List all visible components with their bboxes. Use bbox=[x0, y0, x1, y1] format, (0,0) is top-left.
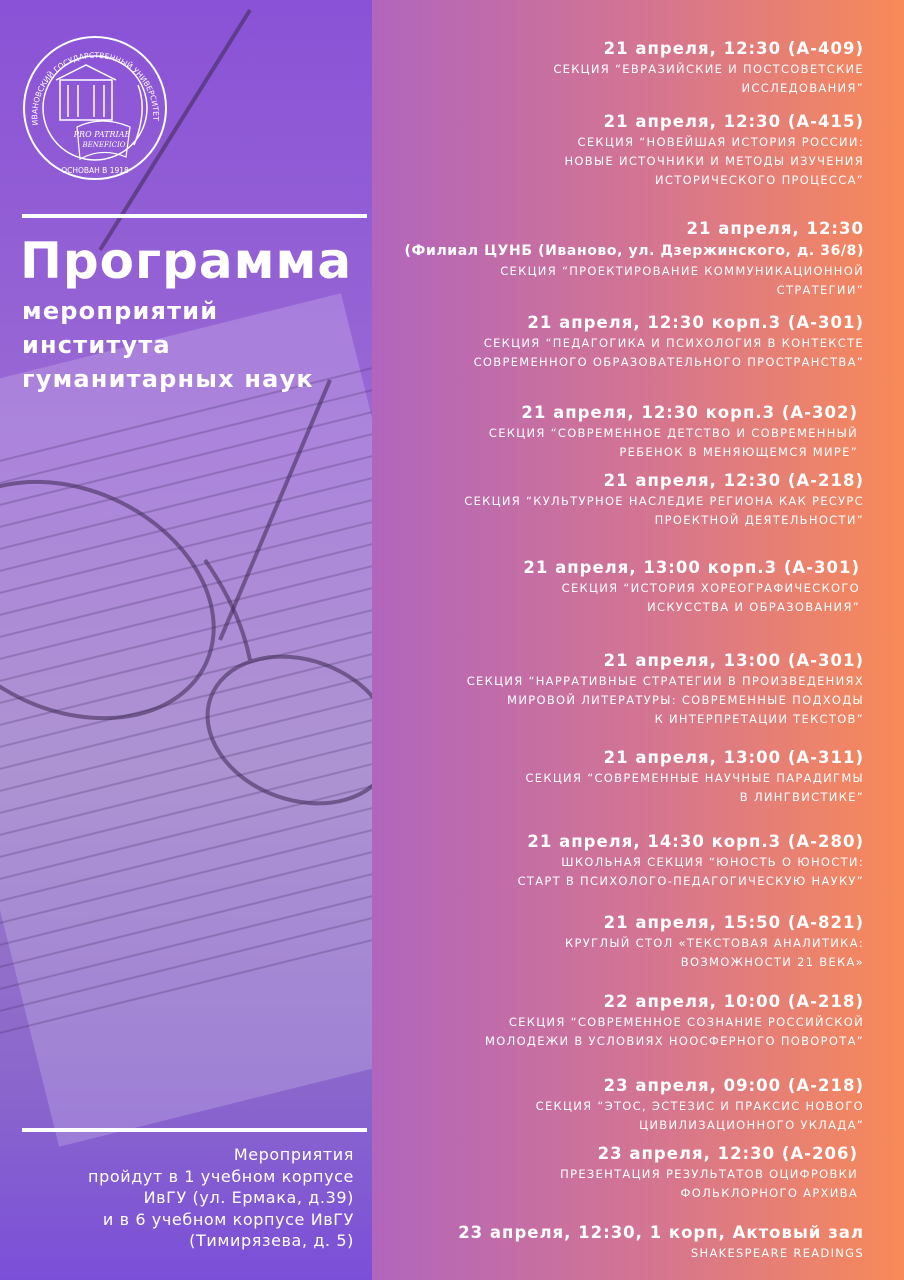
event-heading: 21 апреля, 12:30 (А-218) bbox=[603, 471, 864, 490]
event-item bbox=[553, 38, 864, 98]
venue-note-line: пройдут в 1 учебном корпусе bbox=[88, 1166, 354, 1186]
event-line: МОЛОДЕЖИ В УСЛОВИЯХ НООСФЕРНОГО ПОВОРОТА” bbox=[485, 1034, 864, 1048]
event-line: ПРОЕКТНОЙ ДЕЯТЕЛЬНОСТИ” bbox=[654, 513, 864, 527]
event-line: СЕКЦИЯ “ЭТОС, ЭСТЕЗИС И ПРАКСИС НОВОГО bbox=[535, 1099, 864, 1113]
event-line: СЕКЦИЯ “КУЛЬТУРНОЕ НАСЛЕДИЕ РЕГИОНА КАК РЕСУРС bbox=[464, 494, 864, 508]
glasses-image bbox=[0, 0, 372, 1280]
page-title: Программа bbox=[20, 232, 353, 290]
event-line: СЕКЦИЯ “ЕВРАЗИЙСКИЕ И ПОСТСОВЕТСКИЕ bbox=[553, 62, 864, 76]
event-item bbox=[518, 831, 864, 891]
event-line: КРУГЛЫЙ СТОЛ «ТЕКСТОВАЯ АНАЛИТИКА: bbox=[565, 936, 864, 950]
event-item bbox=[536, 1075, 864, 1135]
subtitle-line: института bbox=[22, 331, 171, 359]
event-line: ИСКУССТВА И ОБРАЗОВАНИЯ” bbox=[647, 600, 860, 614]
venue-note bbox=[20, 1144, 354, 1252]
event-line: СЕКЦИЯ “ИСТОРИЯ ХОРЕОГРАФИЧЕСКОГО bbox=[561, 581, 860, 595]
logo-motto-line2: BENEFICIO bbox=[82, 141, 126, 149]
event-item bbox=[564, 111, 864, 190]
event-line: РЕБЕНОК В МЕНЯЮЩЕМСЯ МИРЕ” bbox=[619, 445, 858, 459]
event-heading: 23 апреля, 12:30 (А-206) bbox=[597, 1144, 858, 1163]
event-heading: 21 апреля, 12:30 (А-415) bbox=[603, 112, 864, 131]
event-item bbox=[485, 991, 864, 1051]
event-line: ИССЛЕДОВАНИЯ” bbox=[741, 81, 864, 95]
event-heading: 21 апреля, 14:30 корп.3 (А-280) bbox=[527, 832, 864, 851]
event-heading: 21 апреля, 12:30 корп.3 (А-301) bbox=[527, 313, 864, 332]
left-panel bbox=[0, 0, 372, 1280]
event-item bbox=[464, 470, 864, 530]
event-line: SHAKESPEARE READINGS bbox=[690, 1246, 864, 1260]
event-item bbox=[474, 312, 864, 372]
event-item bbox=[489, 402, 858, 462]
venue-note-line: (Тимирязева, д. 5) bbox=[189, 1231, 354, 1250]
event-heading: 21 апреля, 13:00 корп.3 (А-301) bbox=[523, 558, 860, 577]
subtitle-line: гуманитарных наук bbox=[22, 365, 314, 393]
event-line: ВОЗМОЖНОСТИ 21 ВЕКА» bbox=[680, 955, 864, 969]
logo-motto-line1: PRO PATRIAE bbox=[73, 130, 131, 139]
logo-ring-text: ИВАНОВСКИЙ ГОСУДАРСТВЕННЫЙ УНИВЕРСИТЕТ bbox=[30, 50, 161, 126]
event-line: ЦИВИЛИЗАЦИОННОГО УКЛАДА” bbox=[639, 1118, 864, 1132]
event-heading: 21 апреля, 13:00 (А-311) bbox=[603, 748, 864, 767]
event-line: ФОЛЬКЛОРНОГО АРХИВА bbox=[680, 1186, 858, 1200]
venue-note-line: ИвГУ (ул. Ермака, д.39) bbox=[143, 1188, 354, 1207]
venue-note-line: Мероприятия bbox=[233, 1145, 354, 1164]
event-heading: 23 апреля, 09:00 (А-218) bbox=[603, 1076, 864, 1095]
event-heading: 21 апреля, 12:30 корп.3 (А-302) bbox=[521, 403, 858, 422]
event-line: ШКОЛЬНАЯ СЕКЦИЯ “ЮНОСТЬ О ЮНОСТИ: bbox=[561, 855, 864, 869]
subtitle-line: мероприятий bbox=[22, 297, 219, 325]
footer-divider bbox=[22, 1128, 367, 1132]
event-line: НОВЫЕ ИСТОЧНИКИ И МЕТОДЫ ИЗУЧЕНИЯ bbox=[564, 154, 864, 168]
event-heading: 21 апреля, 12:30 bbox=[686, 219, 864, 238]
event-line: СТРАТЕГИИ” bbox=[776, 283, 864, 297]
title-divider-top bbox=[22, 214, 367, 218]
venue-note-line: и в 6 учебном корпусе ИвГУ bbox=[102, 1209, 354, 1229]
event-line: СТАРТ В ПСИХОЛОГО-ПЕДАГОГИЧЕСКУЮ НАУКУ” bbox=[517, 874, 864, 888]
event-item bbox=[560, 1143, 858, 1203]
event-line: СЕКЦИЯ “СОВРЕМЕННЫЕ НАУЧНЫЕ ПАРАДИГМЫ bbox=[525, 771, 864, 785]
logo-founded: ОСНОВАН В 1918 bbox=[61, 166, 129, 175]
event-item bbox=[525, 747, 864, 807]
event-heading: 23 апреля, 12:30, 1 корп, Актовый зал bbox=[458, 1223, 864, 1242]
event-line: СЕКЦИЯ “СОВРЕМЕННОЕ СОЗНАНИЕ РОССИЙСКОЙ bbox=[508, 1015, 864, 1029]
event-line: СЕКЦИЯ “ПРОЕКТИРОВАНИЕ КОММУНИКАЦИОННОЙ bbox=[500, 264, 864, 278]
event-heading: 21 апреля, 13:00 (А-301) bbox=[603, 651, 864, 670]
event-item bbox=[467, 650, 864, 729]
event-line: К ИНТЕРПРЕТАЦИИ ТЕКСТОВ” bbox=[654, 712, 864, 726]
event-heading: 21 апреля, 15:50 (А-821) bbox=[603, 913, 864, 932]
event-line: В ЛИНГВИСТИКЕ” bbox=[739, 790, 864, 804]
event-heading: 22 апреля, 10:00 (А-218) bbox=[603, 992, 864, 1011]
event-heading: 21 апреля, 12:30 (А-409) bbox=[603, 39, 864, 58]
event-line: МИРОВОЙ ЛИТЕРАТУРЫ: СОВРЕМЕННЫЕ ПОДХОДЫ bbox=[507, 693, 864, 707]
event-item bbox=[523, 557, 860, 617]
event-line: СЕКЦИЯ “НОВЕЙШАЯ ИСТОРИЯ РОССИИ: bbox=[577, 135, 864, 149]
event-line: ИСТОРИЧЕСКОГО ПРОЦЕССА” bbox=[655, 173, 864, 187]
event-line: СЕКЦИЯ “НАРРАТИВНЫЕ СТРАТЕГИИ В ПРОИЗВЕДЕНИЯХ bbox=[466, 674, 864, 688]
university-logo bbox=[22, 35, 168, 181]
event-line: СЕКЦИЯ “ПЕДАГОГИКА И ПСИХОЛОГИЯ В КОНТЕКСТЕ bbox=[483, 336, 864, 350]
event-item bbox=[565, 912, 864, 972]
page-subtitle bbox=[22, 294, 314, 396]
event-line: СЕКЦИЯ “СОВРЕМЕННОЕ ДЕТСТВО И СОВРЕМЕННЫЙ bbox=[488, 426, 858, 440]
event-line: ПРЕЗЕНТАЦИЯ РЕЗУЛЬТАТОВ ОЦИФРОВКИ bbox=[560, 1167, 858, 1181]
event-item bbox=[458, 1222, 864, 1263]
event-line: СОВРЕМЕННОГО ОБРАЗОВАТЕЛЬНОГО ПРОСТРАНСТВА” bbox=[473, 355, 864, 369]
event-venue: (Филиал ЦУНБ (Иваново, ул. Дзержинского, д. 36/8) bbox=[404, 243, 864, 259]
event-item bbox=[405, 218, 864, 300]
